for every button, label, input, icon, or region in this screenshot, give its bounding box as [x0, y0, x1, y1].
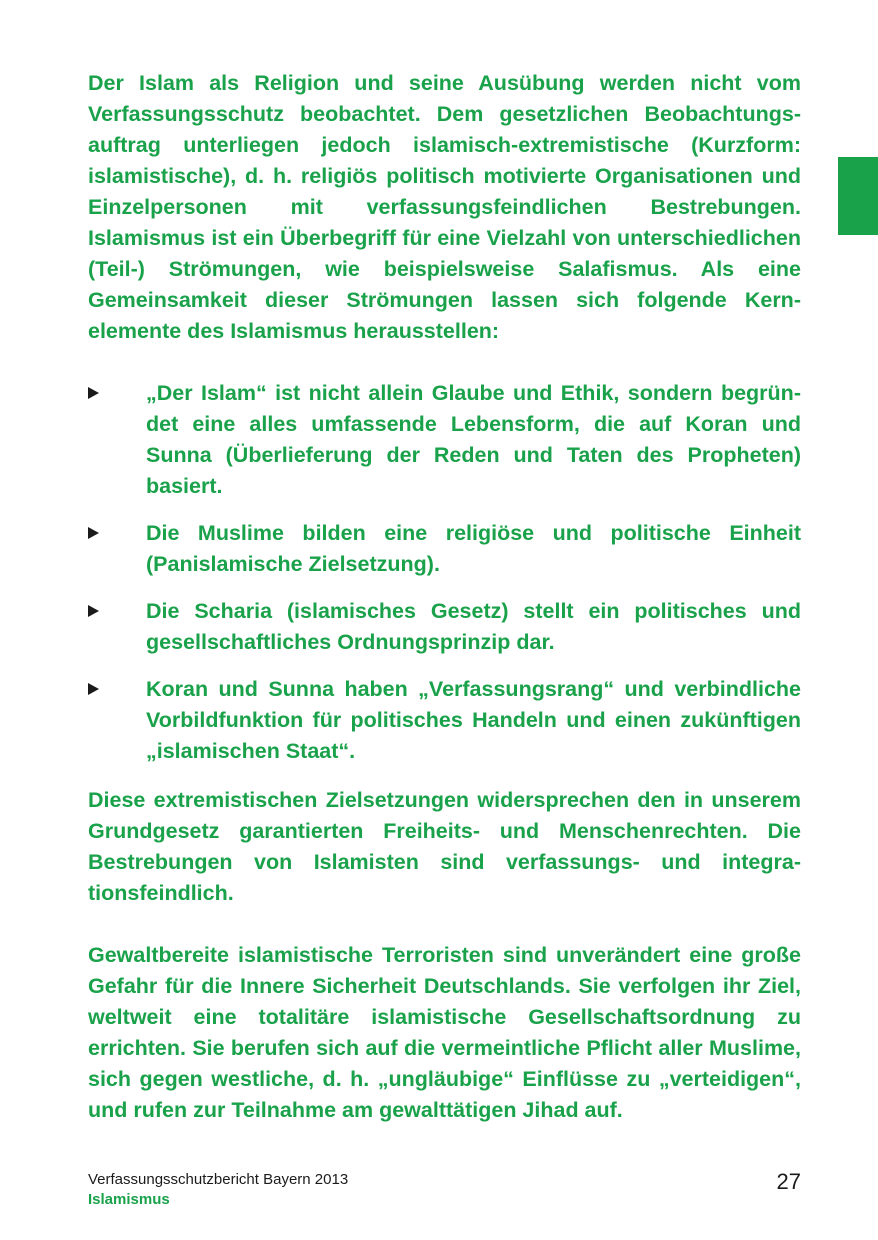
list-item	[88, 518, 801, 580]
list-item-text: Die Scharia (islamisches Gesetz) stellt ein politisches und gesellschaftliches Ordnungsprinzip dar.	[146, 599, 801, 654]
list-item-text: „Der Islam“ ist nicht allein Glaube und Ethik, sondern begründet eine alles umfassende Lebensform, die auf Koran und Sunna (Überlieferung der Reden und Taten des Propheten) basiert.	[146, 381, 801, 498]
triangle-bullet-icon	[88, 605, 99, 617]
chapter-tab-marker	[838, 157, 878, 235]
publication-title: Verfassungsschutzbericht Bayern 2013	[88, 1171, 349, 1188]
section-name: Islamismus	[88, 1191, 170, 1208]
list-item	[88, 378, 801, 502]
triangle-bullet-icon	[88, 683, 99, 695]
core-elements-list	[88, 378, 801, 767]
triangle-bullet-icon	[88, 527, 99, 539]
page-number: 27	[776, 1169, 801, 1194]
list-item-text: Koran und Sunna haben „Verfassungsrang“ und verbindliche Vorbildfunktion für politisches Handeln und einen zukünftigen „islamischen Staat“.	[146, 677, 801, 763]
terrorism-paragraph: Gewaltbereite islamistische Terroristen sind unverändert eine große Gefahr für die Innere Sicherheit Deutschlands. Sie verfolgen ihr Ziel, weltweit eine totalitäre islamistische Gesellschaftsordnung zu errichten. Sie berufen sich auf die vermeintliche Pflicht aller Muslime, sich gegen westliche, d. h. „ungläubige“ Einflüsse zu „verteidigen“, und rufen zur Teilnahme am gewalttätigen Jihad auf.	[88, 943, 801, 1122]
triangle-bullet-icon	[88, 387, 99, 399]
page-footer	[88, 1170, 801, 1210]
list-item-text: Die Muslime bilden eine religiöse und politische Einheit (Panislamische Zielsetzung).	[146, 521, 801, 576]
body-text	[88, 68, 801, 1126]
conclusion-paragraph: Diese extremistischen Zielsetzungen widersprechen den in unserem Grundgesetz garantierten Freiheits- und Menschenrechten. Die Bestrebungen von Islamisten sind verfassungs- und integrationsfeindlich.	[88, 788, 801, 905]
list-item	[88, 674, 801, 767]
list-item	[88, 596, 801, 658]
intro-paragraph: Der Islam als Religion und seine Ausübung werden nicht vom Verfassungsschutz beobachtet. Dem gesetzlichen Beobachtungsauftrag unterliegen jedoch islamisch-extremistische (Kurzform: islamistische), d. h. religiös politisch motivierte Organisationen und Einzelpersonen mit verfassungsfeindlichen Bestrebungen. Islamismus ist ein Überbegriff für eine Vielzahl von unterschiedlichen (Teil-) Strömungen, wie beispielsweise Salafismus. Als eine Gemeinsamkeit dieser Strömungen lassen sich folgende Kernelemente des Islamismus herausstellen:	[88, 71, 801, 343]
